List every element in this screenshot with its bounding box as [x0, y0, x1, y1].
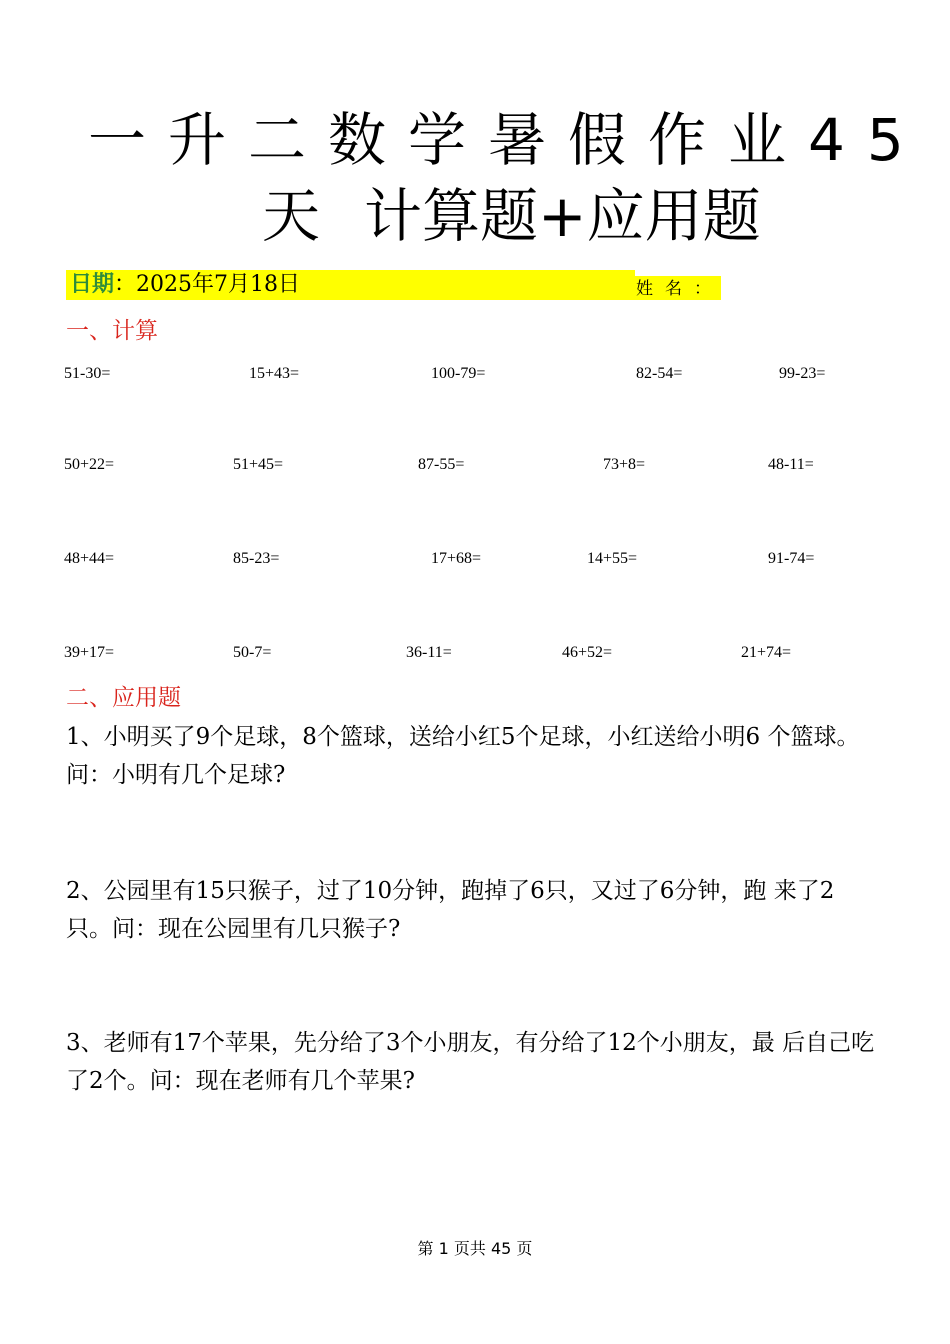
calc-item: 50-7=: [233, 644, 272, 661]
name-label: 姓名：: [636, 279, 723, 299]
calc-item: 39+17=: [64, 644, 115, 661]
page-number: 第 1 页共 45 页: [417, 1239, 533, 1258]
calc-item: 51-30=: [64, 365, 111, 382]
calc-item: 17+68=: [431, 550, 482, 567]
date-label: 日期: [70, 272, 115, 297]
calc-item: 15+43=: [249, 365, 300, 382]
word-problem-3: 3、老师有17个苹果，先分给了3个小朋友，有分给了12个小朋友，最 后自己吃了2个。问：现在老师有几个苹果?: [66, 1030, 875, 1094]
calc-item: 36-11=: [406, 644, 452, 661]
calc-item: 51+45=: [233, 456, 284, 473]
calc-item: 100-79=: [431, 365, 486, 382]
calc-item: 46+52=: [562, 644, 613, 661]
calc-item: 91-74=: [768, 550, 815, 567]
calc-item: 99-23=: [779, 365, 826, 382]
title-day: 天: [262, 182, 321, 250]
word-problem-2: 2、公园里有15只猴子，过了10分钟，跑掉了6只，又过了6分钟，跑 来了2只。问：现在公园里有几只猴子?: [66, 878, 835, 942]
calc-item: 48-11=: [768, 456, 814, 473]
section-word-problems-title: 二、应用题: [66, 685, 181, 711]
page-title-line-2: [262, 182, 761, 250]
calc-item: 14+55=: [587, 550, 638, 567]
title-subject: 计算题+应用题: [364, 182, 761, 250]
word-problem-1: 1、小明买了9个足球，8个篮球，送给小红5个足球，小红送给小明6 个篮球。问：小明有几个足球?: [66, 724, 860, 788]
calc-item: 87-55=: [418, 456, 465, 473]
section-calc-title: 一、计算: [66, 318, 158, 344]
calc-item: 48+44=: [64, 550, 115, 567]
calc-item: 85-23=: [233, 550, 280, 567]
date-line: [70, 270, 300, 300]
calc-item: 82-54=: [636, 365, 683, 382]
calc-item: 21+74=: [741, 644, 792, 661]
page-title-line-1: 一升二数学暑假作业45: [88, 106, 926, 174]
calc-item: 73+8=: [603, 456, 646, 473]
calc-item: 50+22=: [64, 456, 115, 473]
date-value: ：2025年7月18日: [114, 272, 300, 297]
